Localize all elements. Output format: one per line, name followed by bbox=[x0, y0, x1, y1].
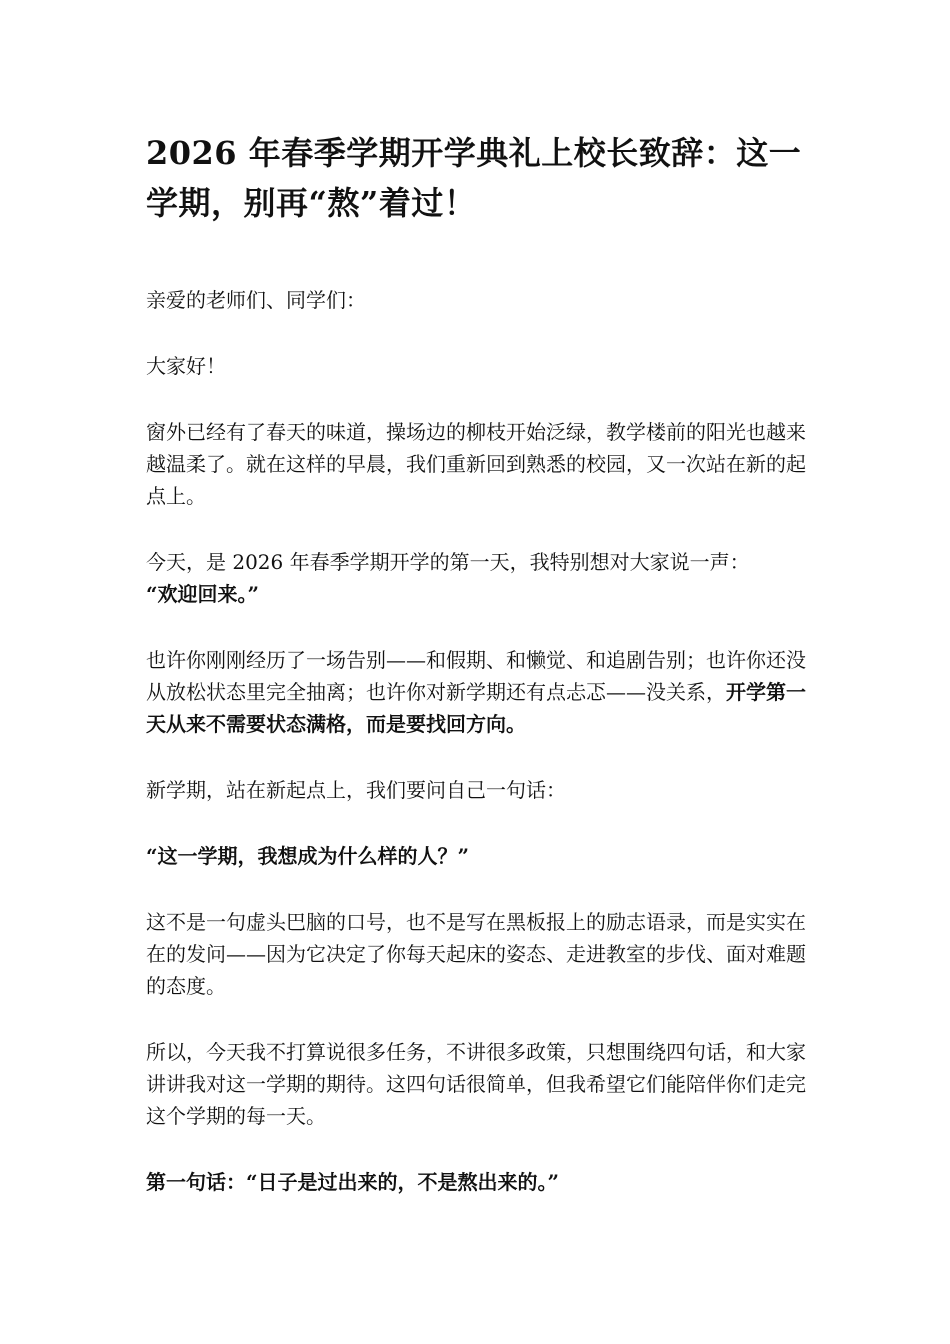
paragraph-text: 这不是一句虚头巴脑的口号，也不是写在黑板报上的励志语录，而是实实在在的发问——因为它决定了你每天起床的姿态、走进教室的步伐、面对难题的态度。 bbox=[146, 910, 806, 998]
paragraph-text: 今天，是 2026 年春季学期开学的第一天，我特别想对大家说一声： bbox=[146, 550, 750, 574]
document-title: 2026 年春季学期开学典礼上校长致辞：这一学期，别再“熬”着过！ bbox=[146, 134, 802, 222]
explanation-paragraph bbox=[146, 906, 806, 1002]
greeting-paragraph bbox=[146, 284, 806, 316]
document-page bbox=[146, 128, 806, 1232]
paragraph-text: 所以，今天我不打算说很多任务，不讲很多政策，只想围绕四句话，和大家讲讲我对这一学期的期待。这四句话很简单，但我希望它们能陪伴你们走完这个学期的每一天。 bbox=[146, 1040, 806, 1128]
hello-paragraph bbox=[146, 350, 806, 382]
four-sentences-paragraph bbox=[146, 1036, 806, 1132]
welcome-emphasis: “欢迎回来。” bbox=[146, 582, 260, 606]
welcome-paragraph bbox=[146, 546, 806, 610]
paragraph-text: 新学期，站在新起点上，我们要问自己一句话： bbox=[146, 778, 566, 802]
paragraph-text: 大家好！ bbox=[146, 354, 226, 378]
question-intro-paragraph bbox=[146, 774, 806, 806]
spring-paragraph bbox=[146, 416, 806, 512]
heading-text: 第一句话：“日子是过出来的，不是熬出来的。” bbox=[146, 1170, 560, 1194]
direction-emphasis: 开学第一天从来不需要状态满格，而是要找回方向。 bbox=[146, 680, 806, 736]
question-paragraph bbox=[146, 840, 806, 872]
first-sentence-heading bbox=[146, 1166, 806, 1198]
paragraph-text: 也许你刚刚经历了一场告别——和假期、和懒觉、和追剧告别；也许你还没从放松状态里完全抽离；也许你对新学期还有点忐忑——没关系， bbox=[146, 648, 806, 704]
farewell-paragraph bbox=[146, 644, 806, 740]
paragraph-text: 亲爱的老师们、同学们： bbox=[146, 288, 366, 312]
paragraph-text: 窗外已经有了春天的味道，操场边的柳枝开始泛绿，教学楼前的阳光也越来越温柔了。就在这样的早晨，我们重新回到熟悉的校园，又一次站在新的起点上。 bbox=[146, 420, 806, 508]
question-text: “这一学期，我想成为什么样的人？” bbox=[146, 844, 470, 868]
